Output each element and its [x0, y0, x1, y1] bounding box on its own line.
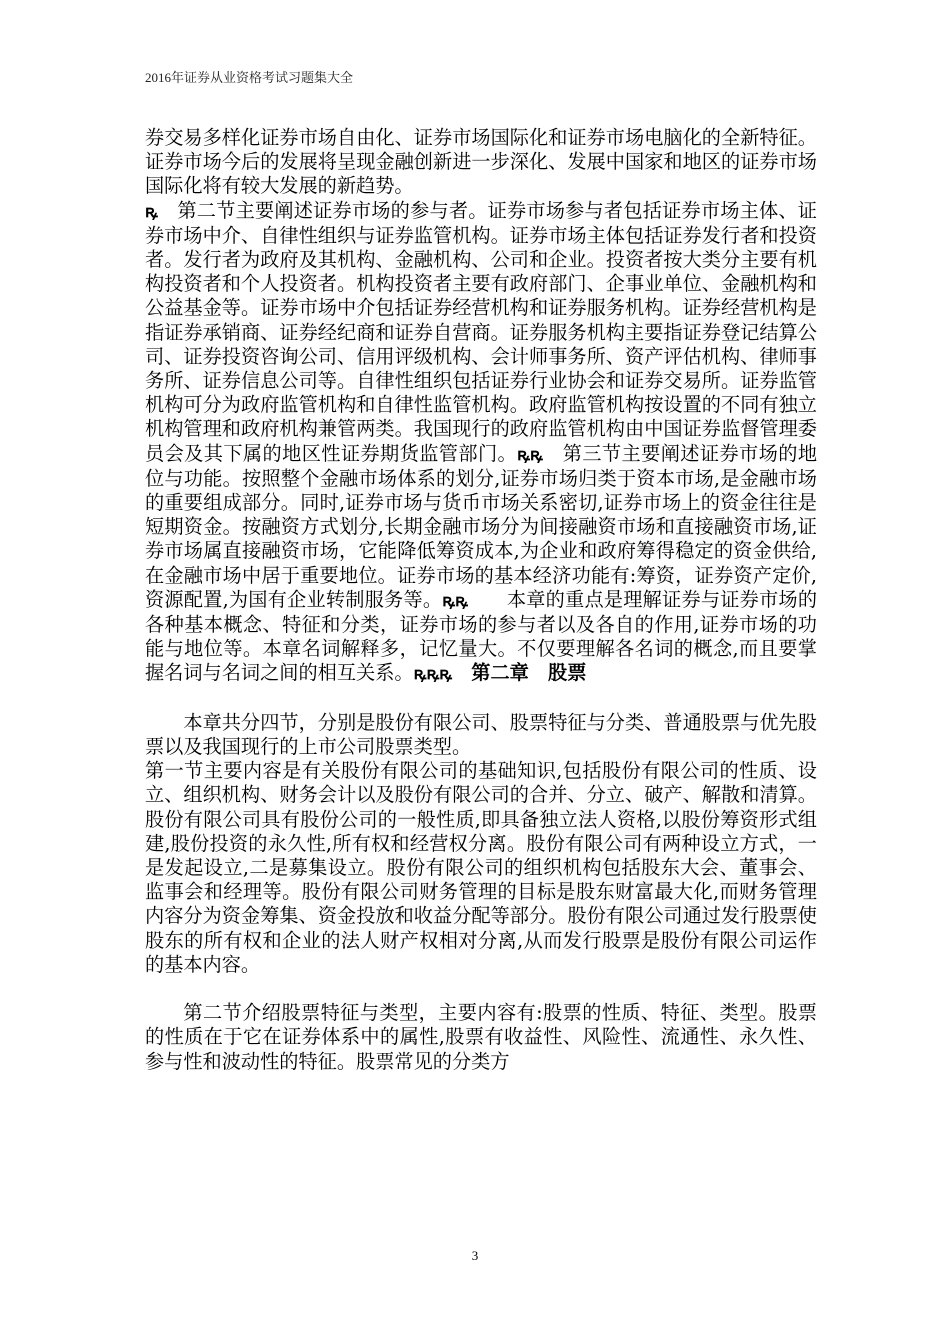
chapter-title: 第二章 股票: [452, 661, 587, 685]
blank-line: [145, 687, 817, 711]
paragraph-2: [145, 199, 817, 687]
document-body: [145, 126, 817, 1074]
paragraph-1: 券交易多样化证券市场自由化、证券市场国际化和证券市场电脑化的全新特征。证券市场今后的发展将呈现金融创新进一步深化、发展中国家和地区的证券市场国际化将有较大发展的新趋势。: [145, 126, 817, 198]
paragraph-5: 本章共分四节，分别是股份有限公司、股票特征与分类、普通股票与优先股票以及我国现行的上市公司股票类型。: [145, 710, 817, 759]
paragraph-4-text: 本章的重点是理解证券与证券市场的各种基本概念、特征和分类，证券市场的参与者以及各自的作用,证券市场的功能与地位等。本章名词解释多，记忆量大。不仅要理解各名词的概念,而且要掌握名词与名词之间的相互关系。: [145, 587, 818, 685]
paragraph-6: 第一节主要内容是有关股份有限公司的基础知识,包括股份有限公司的性质、设立、组织机构、财务会计以及股份有限公司的合并、分立、破产、解散和清算。股份有限公司具有股份公司的一般性质,即具备独立法人资格,以股份筹资形式组建,股份投资的永久性,所有权和经营权分离。股份有限公司有两种设立方式，一是发起设立,二是募集设立。股份有限公司的组织机构包括股东大会、董事会、监事会和经理等。股份有限公司财务管理的目标是股东财富最大化,而财务管理内容分为资金筹集、资金投放和收益分配等部分。股份有限公司通过发行股票使股东的所有权和企业的法人财产权相对分离,从而发行股票是股份有限公司运作的基本内容。: [145, 759, 817, 976]
page-number: 3: [471, 1248, 479, 1263]
paragraph-2-text: 第二节主要阐述证券市场的参与者。证券市场参与者包括证券市场主体、证券市场中介、自律性组织与证券监管机构。证券市场主体包括证券发行者和投资者。发行者为政府及其机构、金融机构、公司和企业。投资者按大类分主要有机构投资者和个人投资者。机构投资者主要有政府部门、企事业单位、金融机构和公益基金等。证券市场中介包括证券经营机构和证券服务机构。证券经营机构是指证券承销商、证券经纪商和证券自营商。证券服务机构主要指证券登记结算公司、证券投资咨询公司、信用评级机构、会计师事务所、资产评估机构、律师事务所、证券信息公司等。自律性组织包括证券行业协会和证券交易所。证券监管机构可分为政府监管机构和自律性监管机构。政府监管机构按设置的不同有独立机构管理和政府机构兼管两类。我国现行的政府监管机构由中国证券监督管理委员会及其下属的地区性证券期货监管部门。: [145, 198, 817, 465]
section-marker-icon: ꝶꝶ: [517, 444, 543, 465]
section-marker-icon: ꝶ: [145, 201, 158, 222]
blank-line: [145, 977, 817, 1001]
paragraph-3-text: 第三节主要阐述证券市场的地位与功能。按照整个金融市场体系的划分,证券市场归类于资本市场,是金融市场的重要组成部分。同时,证券市场与货币市场关系密切,证券市场上的资金往往是短期资金。按融资方式划分,长期金融市场分为间接融资市场和直接融资市场,证券市场属直接融资市场，它能降低筹资成本,为企业和政府筹得稳定的资金供给,在金融市场中居于重要地位。证券市场的基本经济功能有:筹资，证券资产定价,资源配置,为国有企业转制服务等。: [145, 441, 818, 611]
section-marker-icon: ꝶꝶꝶ: [413, 664, 453, 685]
paragraph-7: 第二节介绍股票特征与类型，主要内容有:股票的性质、特征、类型。股票的性质在于它在证券体系中的属性,股票有收益性、风险性、流通性、永久性、参与性和波动性的特征。股票常见的分类方: [145, 1001, 817, 1073]
section-marker-icon: ꝶꝶ: [442, 590, 468, 611]
page-header: 2016年证券从业资格考试习题集大全: [145, 70, 354, 85]
